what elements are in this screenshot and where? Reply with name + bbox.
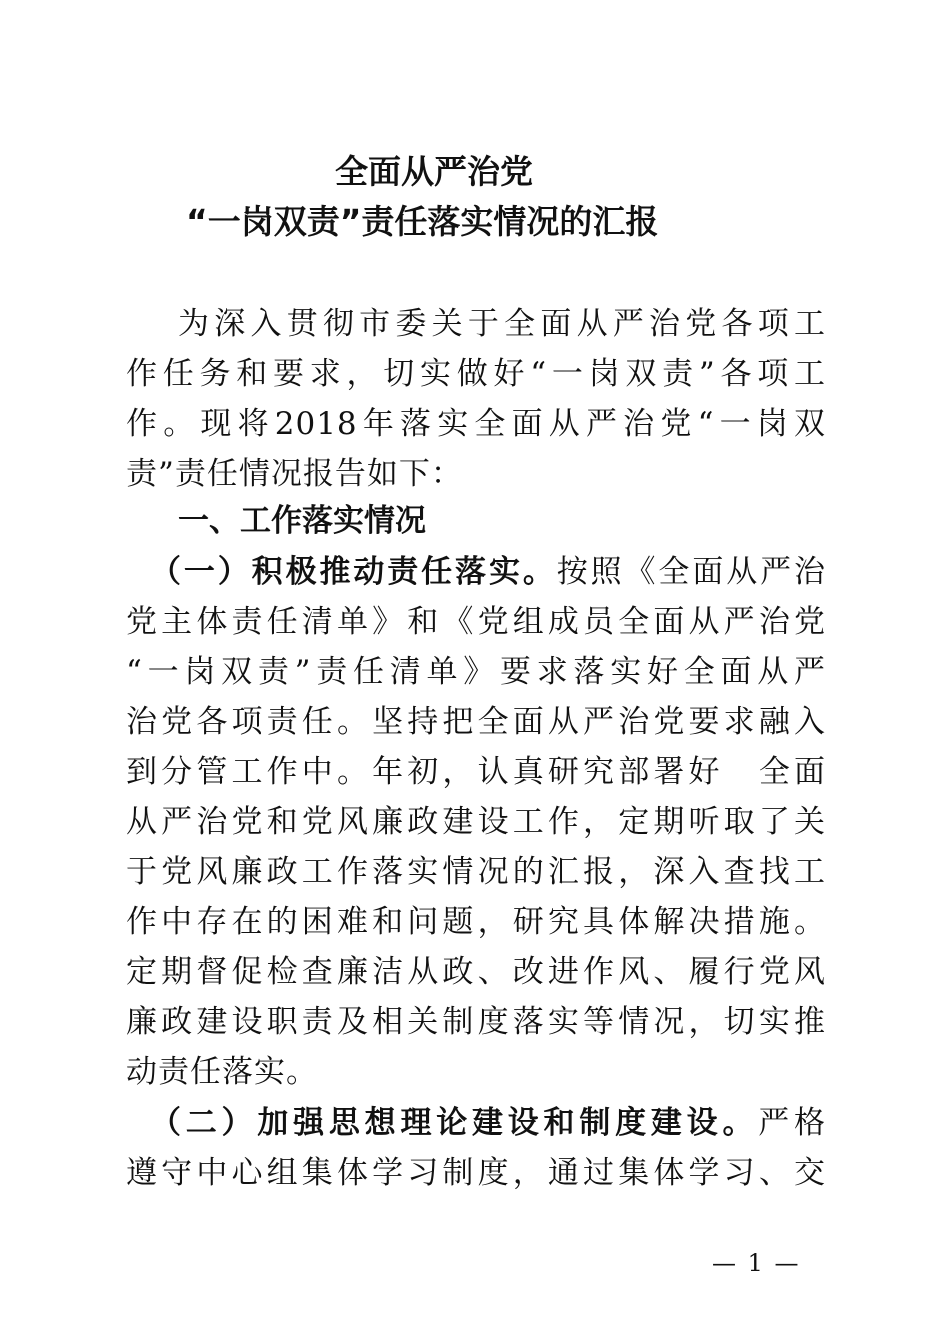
item1-first-line [150,552,826,592]
item1-heading: （一）积极推动责任落实。 [150,554,557,590]
intro-line-3: 作。现将2018年落实全面从严治党“一岗双 [126,406,826,442]
intro-line-2: 作任务和要求，切实做好“一岗双责”各项工 [126,356,826,392]
item1-line: 定期督促检查廉洁从政、改进作风、履行党风 [126,954,826,990]
item1-line: 动责任落实。 [126,1054,318,1090]
page-number: — 1 — [712,1249,801,1277]
item2-first-line [150,1103,826,1143]
document-title-line1: 全面从严治党 [335,152,533,191]
item1-line: 治党各项责任。坚持把全面从严治党要求融入 [126,704,826,740]
intro-line-4: 责”责任情况报告如下： [126,456,463,492]
item1-line: 于党风廉政工作落实情况的汇报，深入查找工 [126,854,826,890]
item1-line: 廉政建设职责及相关制度落实等情况，切实推 [126,1004,826,1040]
item1-line: 到分管工作中。年初，认真研究部署好 全面 [126,754,826,790]
intro-line-1: 为深入贯彻市委关于全面从严治党各项工 [178,306,826,342]
item1-line: 党主体责任清单》和《党组成员全面从严治党 [126,604,826,640]
item2-first-line-text: 严格 [758,1105,826,1141]
section-heading: 一、工作落实情况 [178,503,426,539]
document-title-line2: “一岗双责”责任落实情况的汇报 [186,202,659,241]
item1-line: 作中存在的困难和问题，研究具体解决措施。 [126,904,826,940]
item1-line: “一岗双责”责任清单》要求落实好全面从严 [126,654,826,690]
item1-first-line-text: 按照《全面从严治 [556,554,826,590]
item1-line: 从严治党和党风廉政建设工作，定期听取了关 [126,804,826,840]
item2-heading: （二）加强思想理论建设和制度建设。 [150,1105,759,1141]
item2-line: 遵守中心组集体学习制度，通过集体学习、交 [126,1155,826,1191]
